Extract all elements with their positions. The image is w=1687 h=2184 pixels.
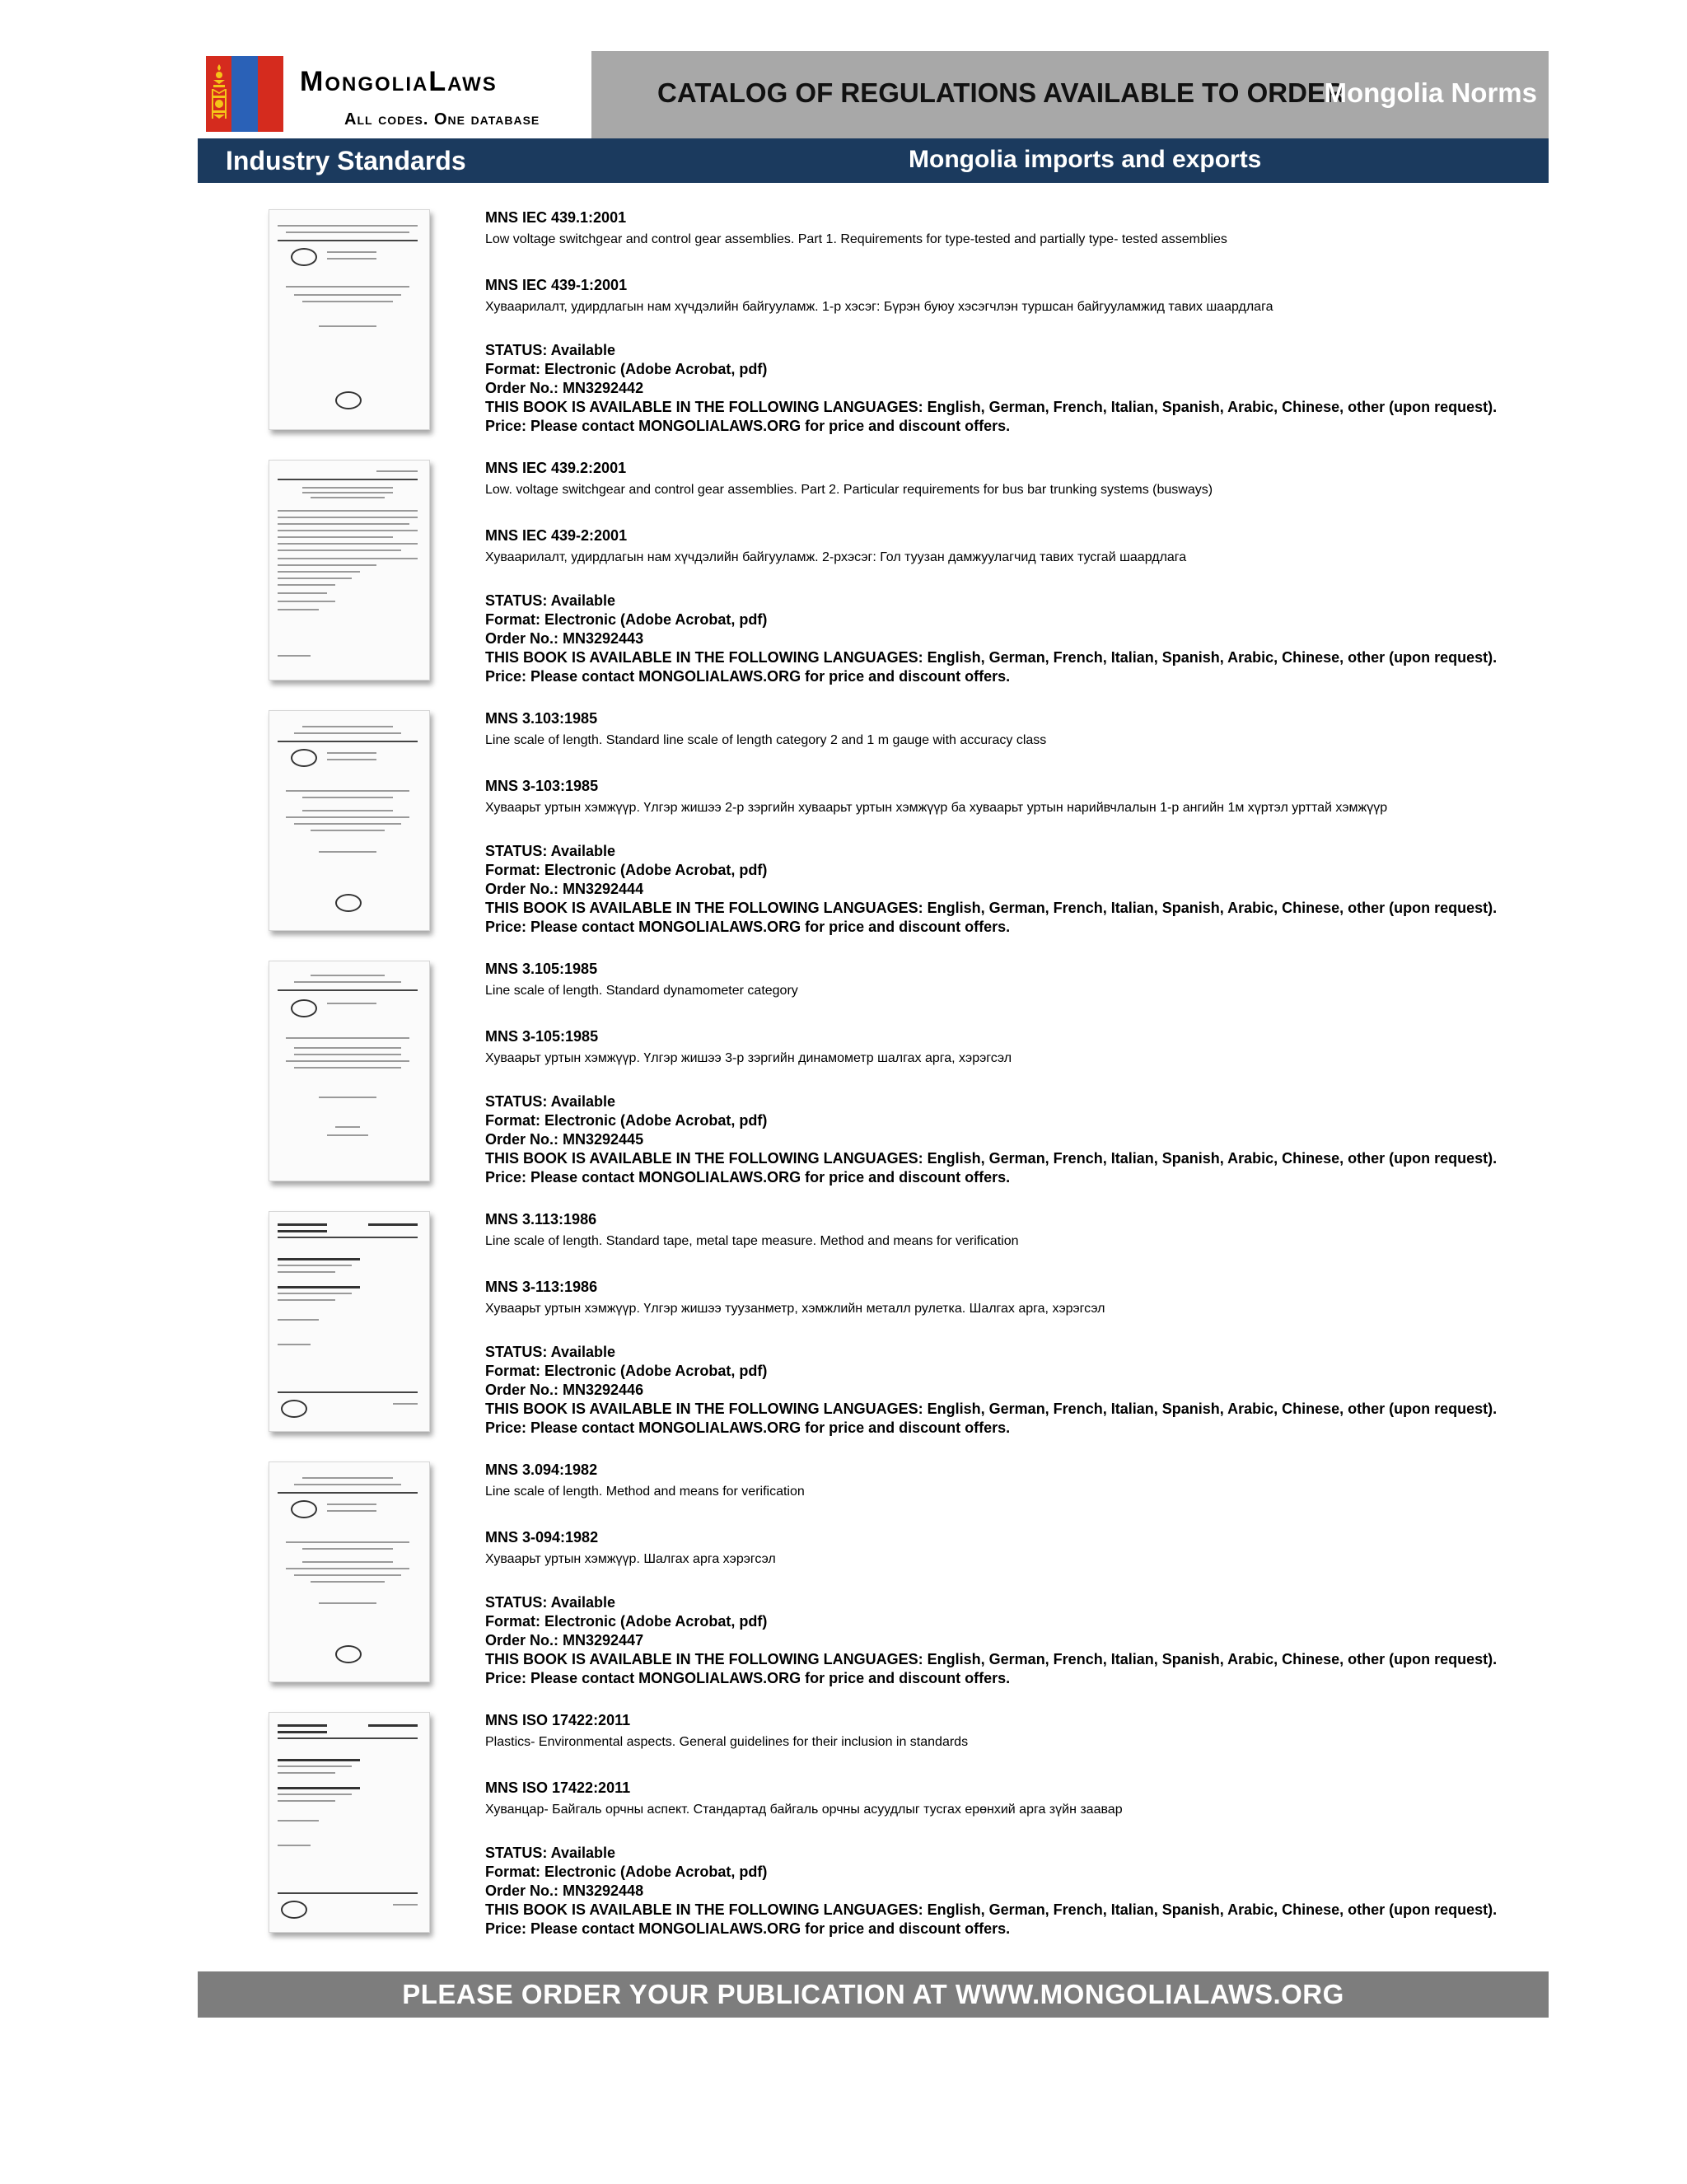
order-number: Order No.: MN3292444 [485, 881, 644, 897]
format-text: Format: Electronic (Adobe Acrobat, pdf) [485, 1112, 768, 1129]
price-text: Price: Please contact MONGOLIALAWS.ORG for price and discount offers. [485, 418, 1011, 434]
section-title: Industry Standards [226, 146, 466, 175]
cover-text-line [278, 510, 418, 512]
order-number: Order No.: MN3292443 [485, 630, 644, 647]
cover-text-line [294, 1067, 401, 1069]
languages-text: THIS BOOK IS AVAILABLE IN THE FOLLOWING LANGUAGES: English, German, French, Italian, Spanish, Arabic, Chinese, other (upon request). [485, 1651, 1498, 1667]
format-text: Format: Electronic (Adobe Acrobat, pdf) [485, 1613, 768, 1630]
logo[interactable] [198, 51, 591, 138]
standard-title-en: Low. voltage switchgear and control gear assemblies. Part 2. Particular requirements for bus bar trunking systems (busways) [485, 483, 1213, 497]
standard-code-en: MNS ISO 17422:2011 [485, 1712, 631, 1728]
catalog-entry-1 [198, 209, 1549, 460]
cover-text-line [278, 571, 360, 573]
standard-title-mn: Хуванцар- Байгаль орчны аспект. Стандартад байгаль орчны асуудлыг тусгах ерөнхий арга зүйн заавар [485, 1803, 1123, 1817]
format-text: Format: Electronic (Adobe Acrobat, pdf) [485, 1864, 768, 1880]
emblem-icon [335, 894, 362, 912]
standard-code-mn: MNS 3-113:1986 [485, 1279, 598, 1295]
cover-text-line [278, 601, 335, 602]
cover-text-line [286, 1037, 409, 1039]
status-text: STATUS: Available [485, 1594, 616, 1611]
format-text: Format: Electronic (Adobe Acrobat, pdf) [485, 361, 768, 377]
catalog-title: CATALOG OF REGULATIONS AVAILABLE TO ORDER [657, 77, 1345, 108]
cover-text-line [278, 1286, 360, 1288]
cover-text-line [278, 479, 418, 480]
emblem-icon [281, 1901, 307, 1919]
emblem-icon [291, 999, 317, 1017]
cover-text-line [302, 1561, 393, 1563]
cover-text-line [278, 1731, 327, 1733]
cover-text-line [278, 1293, 352, 1294]
status-text: STATUS: Available [485, 1845, 616, 1861]
cover-text-line [278, 1759, 360, 1761]
cover-text-line [319, 1602, 376, 1604]
languages-text: THIS BOOK IS AVAILABLE IN THE FOLLOWING LANGUAGES: English, German, French, Italian, Spanish, Arabic, Chinese, other (upon request). [485, 1150, 1498, 1167]
price-text: Price: Please contact MONGOLIALAWS.ORG for price and discount offers. [485, 1670, 1011, 1686]
cover-text-line [327, 251, 376, 253]
standard-title-mn: Хуваарилалт, удирдлагын нам хүчдэлийн байгууламж. 2-рхэсэг: Гол туузан дамжуулагчид тавих тусгай шаардлага [485, 550, 1187, 564]
order-number: Order No.: MN3292442 [485, 380, 644, 396]
logo-subtitle: All codes. One database [344, 110, 540, 129]
price-text: Price: Please contact MONGOLIALAWS.ORG for price and discount offers. [485, 668, 1011, 685]
cover-text-line [294, 732, 401, 734]
cover-text-line [319, 325, 376, 327]
order-number: Order No.: MN3292445 [485, 1131, 644, 1148]
cover-text-line [278, 1724, 327, 1727]
cover-text-line [278, 578, 352, 579]
cover-text-line [278, 1772, 335, 1774]
cover-text-line [302, 301, 393, 302]
cover-text-line [294, 1047, 401, 1049]
cover-text-line [311, 1581, 385, 1583]
languages-text: THIS BOOK IS AVAILABLE IN THE FOLLOWING LANGUAGES: English, German, French, Italian, Spanish, Arabic, Chinese, other (upon request). [485, 649, 1498, 666]
logo-title: MongoliaLaws [300, 66, 498, 97]
category-title: Mongolia imports and exports [909, 146, 1262, 173]
document-cover-thumbnail[interactable] [269, 961, 430, 1181]
emblem-icon [291, 749, 317, 767]
cover-text-line [302, 810, 393, 811]
cover-text-line [278, 1230, 327, 1232]
document-cover-thumbnail[interactable] [269, 1461, 430, 1682]
cover-text-line [294, 981, 401, 983]
region-label: Mongolia Norms [1324, 77, 1537, 108]
standard-title-en: Line scale of length. Standard line scale of length category 2 and 1 m gauge with accuracy class [485, 733, 1047, 747]
cover-text-line [278, 1892, 418, 1894]
standard-title-en: Plastics- Environmental aspects. General guidelines for their inclusion in standards [485, 1735, 969, 1749]
cover-text-line [278, 530, 418, 531]
cover-text-line [368, 1724, 418, 1727]
cover-text-line [278, 1271, 335, 1273]
cover-text-line [278, 536, 393, 538]
emblem-icon [291, 1500, 317, 1518]
cover-text-line [327, 1510, 376, 1512]
cover-text-line [278, 240, 418, 241]
cover-text-line [278, 655, 311, 657]
cover-text-line [327, 1003, 376, 1004]
cover-text-line [278, 564, 376, 566]
catalog-entry-4 [198, 961, 1549, 1211]
cover-text-line [311, 975, 385, 976]
standard-code-en: MNS IEC 439.1:2001 [485, 209, 627, 226]
status-text: STATUS: Available [485, 1344, 616, 1360]
price-text: Price: Please contact MONGOLIALAWS.ORG for price and discount offers. [485, 1419, 1011, 1436]
price-text: Price: Please contact MONGOLIALAWS.ORG for price and discount offers. [485, 1169, 1011, 1186]
cover-text-line [368, 1223, 418, 1226]
standard-code-en: MNS 3.113:1986 [485, 1211, 597, 1228]
standard-title-mn: Хуваарьт уртын хэмжүүр. Үлгэр жишээ 3-р зэргийн динамометр шалгах арга, хэрэгсэл [485, 1051, 1012, 1065]
cover-text-line [278, 1845, 311, 1846]
cover-text-line [302, 1548, 393, 1550]
cover-text-line [278, 517, 418, 518]
cover-text-line [278, 1258, 360, 1260]
catalog-entry-2 [198, 460, 1549, 710]
cover-text-line [286, 286, 409, 288]
cover-text-line [286, 790, 409, 792]
cover-text-line [278, 1737, 418, 1739]
cover-text-line [302, 487, 393, 489]
standard-title-mn: Хуваарьт уртын хэмжүүр. Үлгэр жишээ туузанметр, хэмжлийн металл рулетка. Шалгах арга, хэрэгсэл [485, 1302, 1105, 1316]
emblem-icon [335, 1645, 362, 1663]
price-text: Price: Please contact MONGOLIALAWS.ORG for price and discount offers. [485, 1920, 1011, 1937]
catalog-entry-6 [198, 1461, 1549, 1712]
cover-text-line [286, 1568, 409, 1569]
cover-text-line [278, 1265, 352, 1266]
cover-text-line [278, 1800, 335, 1802]
standard-title-mn: Хуваарьт уртын хэмжүүр. Үлгэр жишээ 2-р зэргийн хуваарьт уртын хэмжүүр ба хуваарьт уртын нарийвчлалын 1-р ангийн 1м хүртэл урттай хэмжүүр [485, 801, 1388, 815]
status-text: STATUS: Available [485, 342, 616, 358]
cover-text-line [393, 1904, 418, 1906]
section-bar [198, 138, 1549, 183]
cover-text-line [294, 823, 401, 825]
cover-text-line [335, 1126, 360, 1128]
cover-text-line [278, 523, 409, 525]
mongolia-flag-icon [206, 56, 283, 132]
document-cover-thumbnail[interactable] [269, 460, 430, 680]
standard-title-en: Low voltage switchgear and control gear assemblies. Part 1. Requirements for type-tested and partially type- tested assemblies [485, 232, 1227, 246]
cover-text-line [311, 830, 385, 831]
cover-text-line [278, 543, 418, 545]
cover-text-line [294, 1574, 401, 1576]
cover-text-line [393, 1403, 418, 1405]
standard-code-en: MNS 3.105:1985 [485, 961, 598, 977]
cover-text-line [302, 726, 393, 727]
cover-text-line [278, 225, 418, 227]
standard-code-mn: MNS IEC 439-1:2001 [485, 277, 628, 293]
cover-text-line [286, 1541, 409, 1543]
cover-text-line [278, 1765, 352, 1767]
cover-text-line [327, 258, 376, 260]
cover-text-line [278, 1237, 418, 1238]
catalog-entry-3 [198, 710, 1549, 961]
emblem-icon [335, 391, 362, 409]
cover-text-line [278, 584, 335, 586]
cover-text-line [278, 989, 418, 991]
standard-code-mn: MNS 3-094:1982 [485, 1529, 599, 1546]
cover-text-line [278, 1787, 360, 1789]
catalog-entry-5 [198, 1211, 1549, 1461]
cover-text-line [278, 558, 418, 559]
cover-text-line [278, 741, 418, 742]
languages-text: THIS BOOK IS AVAILABLE IN THE FOLLOWING LANGUAGES: English, German, French, Italian, Spanish, Arabic, Chinese, other (upon request). [485, 1401, 1498, 1417]
emblem-icon [291, 248, 317, 266]
cover-text-line [294, 294, 401, 296]
standard-code-en: MNS 3.103:1985 [485, 710, 598, 727]
standard-code-mn: MNS 3-103:1985 [485, 778, 599, 794]
document-cover-thumbnail[interactable] [269, 209, 430, 430]
catalog-entry-7 [198, 1712, 1549, 1962]
cover-text-line [278, 1223, 327, 1226]
format-text: Format: Electronic (Adobe Acrobat, pdf) [485, 611, 768, 628]
cover-text-line [319, 851, 376, 853]
cover-text-line [278, 592, 327, 594]
cover-text-line [327, 752, 376, 754]
cover-text-line [327, 1504, 376, 1505]
status-text: STATUS: Available [485, 843, 616, 859]
cover-text-line [278, 1344, 311, 1345]
cover-text-line [278, 1391, 418, 1393]
status-text: STATUS: Available [485, 1093, 616, 1110]
cover-text-line [376, 470, 418, 472]
languages-text: THIS BOOK IS AVAILABLE IN THE FOLLOWING LANGUAGES: English, German, French, Italian, Spanish, Arabic, Chinese, other (upon request). [485, 399, 1498, 415]
cover-text-line [286, 1060, 409, 1062]
standard-title-en: Line scale of length. Method and means for verification [485, 1485, 805, 1499]
cover-text-line [327, 759, 376, 760]
cover-text-line [302, 492, 393, 493]
languages-text: THIS BOOK IS AVAILABLE IN THE FOLLOWING LANGUAGES: English, German, French, Italian, Spanish, Arabic, Chinese, other (upon request). [485, 1901, 1498, 1918]
cover-text-line [327, 1134, 368, 1136]
cover-text-line [286, 816, 409, 818]
footer-text: PLEASE ORDER YOUR PUBLICATION AT WWW.MONGOLIALAWS.ORG [402, 1979, 1344, 2009]
cover-text-line [311, 497, 385, 498]
standard-code-en: MNS 3.094:1982 [485, 1461, 598, 1478]
status-text: STATUS: Available [485, 592, 616, 609]
standard-title-en: Line scale of length. Standard dynamometer category [485, 984, 798, 998]
document-cover-thumbnail[interactable] [269, 710, 430, 931]
cover-text-line [278, 550, 401, 551]
cover-text-line [278, 1793, 352, 1795]
order-number: Order No.: MN3292447 [485, 1632, 644, 1649]
format-text: Format: Electronic (Adobe Acrobat, pdf) [485, 1363, 768, 1379]
standard-title-mn: Хуваарьт уртын хэмжүүр. Шалгах арга хэрэгсэл [485, 1552, 776, 1566]
header-banner [591, 51, 1549, 138]
soyombo-icon [212, 64, 227, 122]
cover-text-line [278, 1492, 418, 1494]
standard-code-mn: MNS 3-105:1985 [485, 1028, 599, 1045]
cover-text-line [278, 1319, 319, 1321]
order-number: Order No.: MN3292446 [485, 1382, 644, 1398]
emblem-icon [281, 1400, 307, 1418]
cover-text-line [286, 231, 409, 233]
order-number: Order No.: MN3292448 [485, 1882, 644, 1899]
languages-text: THIS BOOK IS AVAILABLE IN THE FOLLOWING LANGUAGES: English, German, French, Italian, Spanish, Arabic, Chinese, other (upon request). [485, 900, 1498, 916]
format-text: Format: Electronic (Adobe Acrobat, pdf) [485, 862, 768, 878]
price-text: Price: Please contact MONGOLIALAWS.ORG for price and discount offers. [485, 919, 1011, 935]
cover-text-line [278, 609, 319, 610]
cover-text-line [294, 1054, 401, 1055]
standard-code-mn: MNS IEC 439-2:2001 [485, 527, 628, 544]
order-footer[interactable] [198, 1971, 1549, 2018]
cover-text-line [302, 797, 393, 798]
standard-code-en: MNS IEC 439.2:2001 [485, 460, 627, 476]
cover-text-line [319, 1097, 376, 1098]
cover-text-line [294, 1484, 401, 1485]
document-cover-thumbnail[interactable] [269, 1211, 430, 1432]
cover-text-line [278, 1299, 335, 1301]
cover-text-line [302, 1477, 393, 1479]
cover-text-line [278, 1820, 319, 1822]
standard-code-mn: MNS ISO 17422:2011 [485, 1779, 631, 1796]
standard-title-en: Line scale of length. Standard tape, metal tape measure. Method and means for verification [485, 1234, 1019, 1248]
standard-title-mn: Хуваарилалт, удирдлагын нам хүчдэлийн байгууламж. 1-р хэсэг: Бүрэн буюу хэсэгчлэн туршсан байгууламжид тавих шаардлага [485, 300, 1273, 314]
header [198, 51, 1549, 138]
document-cover-thumbnail[interactable] [269, 1712, 430, 1933]
